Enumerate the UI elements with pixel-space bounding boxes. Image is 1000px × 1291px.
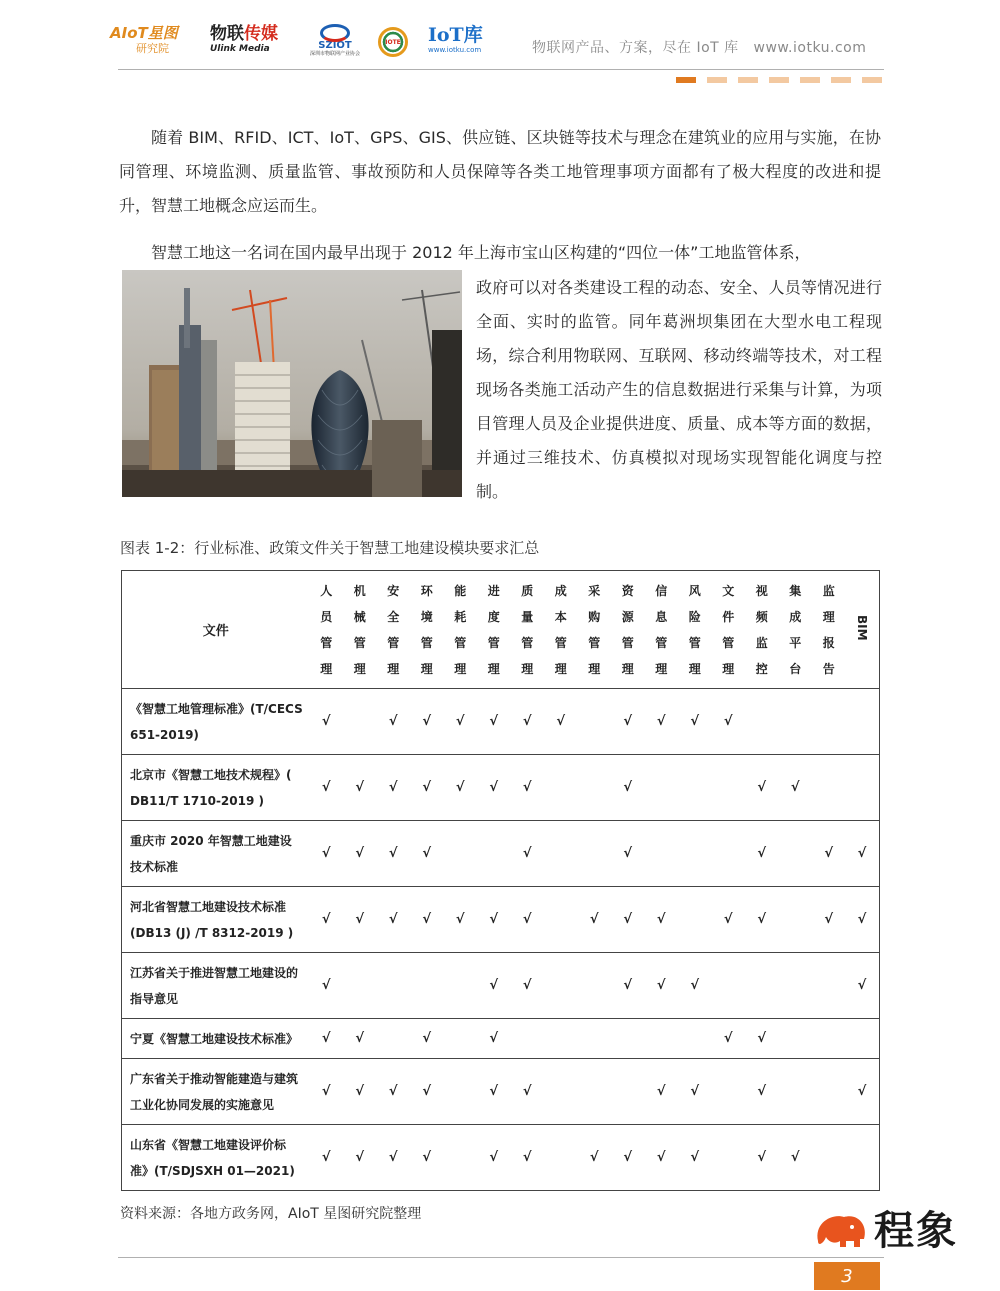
empty-cell	[544, 953, 578, 1019]
check-mark: √	[712, 689, 746, 755]
column-header-bim	[846, 571, 880, 689]
ulink-logo-text-b: 传媒	[244, 24, 278, 44]
check-mark: √	[846, 821, 880, 887]
check-mark: √	[377, 821, 411, 887]
empty-cell	[712, 821, 746, 887]
column-header-char: 理	[387, 661, 400, 676]
check-mark: √	[645, 1125, 679, 1191]
check-mark: √	[343, 1019, 377, 1059]
check-mark: √	[511, 1059, 545, 1125]
empty-cell	[812, 689, 846, 755]
empty-cell	[511, 1019, 545, 1059]
column-header-char: 报	[822, 635, 835, 650]
check-mark: √	[343, 1125, 377, 1191]
aiot-logo-subtext: 研究院	[136, 42, 169, 55]
header-slogan: 物联网产品、方案，尽在 IoT 库 www.iotku.com	[532, 40, 867, 56]
empty-cell	[779, 953, 813, 1019]
check-mark: √	[779, 755, 813, 821]
ulink-logo-text-a: 物联	[210, 24, 244, 44]
empty-cell	[745, 953, 779, 1019]
check-mark: √	[477, 1019, 511, 1059]
check-mark: √	[310, 887, 344, 953]
check-mark: √	[377, 887, 411, 953]
empty-cell	[712, 755, 746, 821]
empty-cell	[410, 953, 444, 1019]
empty-cell	[544, 755, 578, 821]
check-mark: √	[846, 1059, 880, 1125]
check-mark: √	[678, 953, 712, 1019]
empty-cell	[678, 887, 712, 953]
check-mark: √	[477, 953, 511, 1019]
check-mark: √	[678, 1059, 712, 1125]
column-header-char: 件	[722, 609, 735, 624]
column-header-char: 成	[554, 583, 567, 598]
empty-cell	[578, 1059, 612, 1125]
column-header-char: 管	[521, 635, 534, 650]
empty-cell	[645, 1019, 679, 1059]
column-header-char: 监	[755, 635, 768, 650]
column-header-6	[511, 571, 545, 689]
column-header-char: 管	[487, 635, 500, 650]
column-header-char: 安	[387, 583, 400, 598]
sziot-ring-icon	[320, 24, 350, 42]
check-mark: √	[310, 953, 344, 1019]
column-header-char: 理	[353, 661, 366, 676]
table-row	[122, 953, 880, 1019]
check-mark: √	[410, 1059, 444, 1125]
requirements-table	[121, 570, 880, 1191]
sziot-logo	[303, 24, 367, 60]
empty-cell	[544, 887, 578, 953]
check-mark: √	[712, 1019, 746, 1059]
empty-cell	[611, 1019, 645, 1059]
column-header-char: 频	[755, 609, 768, 624]
check-mark: √	[645, 953, 679, 1019]
check-mark: √	[343, 821, 377, 887]
column-header-char: 采	[588, 583, 601, 598]
column-header-char: 人	[320, 583, 333, 598]
column-header-char: 管	[420, 635, 433, 650]
column-header-char: 管	[554, 635, 567, 650]
check-mark: √	[410, 755, 444, 821]
column-header-15	[812, 571, 846, 689]
check-mark: √	[377, 755, 411, 821]
column-header-11	[678, 571, 712, 689]
page-number: 3	[814, 1262, 880, 1290]
column-header-char: 风	[688, 583, 701, 598]
column-header-char: 全	[387, 609, 400, 624]
empty-cell	[846, 1125, 880, 1191]
column-header-char: 境	[420, 609, 433, 624]
check-mark: √	[611, 755, 645, 821]
column-header-9	[611, 571, 645, 689]
check-mark: √	[611, 689, 645, 755]
column-header-char: 理	[655, 661, 668, 676]
check-mark: √	[444, 755, 478, 821]
paragraph-history-wrap: 政府可以对各类建设工程的动态、安全、人员等情况进行全面、实时的监管。同年葛洲坝集团在大型水电工程现场，综合利用物联网、互联网、移动终端等技术，对工程现场各类施工活动产生的信息数据进行采集与计算，为项目管理人员及企业提供进度、质量、成本等方面的数据，并通过三维技术、仿真模拟对现场实现智能化调度与控制。	[476, 278, 882, 501]
column-header-0	[310, 571, 344, 689]
empty-cell	[712, 1125, 746, 1191]
column-header-char: 险	[688, 609, 701, 624]
column-header-char: 理	[521, 661, 534, 676]
column-header-char: 环	[420, 583, 433, 598]
empty-cell	[846, 1019, 880, 1059]
check-mark: √	[477, 689, 511, 755]
column-header-char: 视	[755, 583, 768, 598]
table-row-document: 北京市《智慧工地技术规程》( DB11/T 1710-2019 )	[122, 755, 310, 821]
column-header-char: 员	[320, 609, 333, 624]
column-header-char: 械	[353, 609, 366, 624]
empty-cell	[377, 1019, 411, 1059]
empty-cell	[377, 953, 411, 1019]
empty-cell	[343, 689, 377, 755]
table-row-document: 宁夏《智慧工地建设技术标准》	[122, 1019, 310, 1059]
empty-cell	[812, 953, 846, 1019]
iote-logo	[377, 24, 409, 60]
column-header-char: 息	[655, 609, 668, 624]
check-mark: √	[611, 821, 645, 887]
check-mark: √	[745, 1019, 779, 1059]
check-mark: √	[846, 887, 880, 953]
empty-cell	[578, 689, 612, 755]
column-header-char: 管	[655, 635, 668, 650]
empty-cell	[578, 755, 612, 821]
paragraph-intro: 随着 BIM、RFID、ICT、IoT、GPS、GIS、供应链、区块链等技术与理念在建筑业的应用与实施，在协同管理、环境监测、质量监管、事故预防和人员保障等各类工地管理事项方面都有了极大程度的改进和提升，智慧工地概念应运而生。	[119, 128, 881, 215]
check-mark: √	[846, 953, 880, 1019]
table-caption: 图表 1-2：行业标准、政策文件关于智慧工地建设模块要求汇总	[120, 539, 540, 557]
empty-cell	[444, 953, 478, 1019]
table-row	[122, 1125, 880, 1191]
column-header-char: 理	[688, 661, 701, 676]
column-header-char: 本	[554, 609, 567, 624]
iote-logo-text: IOTE	[378, 27, 408, 57]
column-header-7	[544, 571, 578, 689]
table-row-document: 重庆市 2020 年智慧工地建设技术标准	[122, 821, 310, 887]
empty-cell	[678, 1019, 712, 1059]
empty-cell	[678, 821, 712, 887]
empty-cell	[812, 1059, 846, 1125]
empty-cell	[812, 1019, 846, 1059]
empty-cell	[544, 1019, 578, 1059]
column-header-char: 成	[789, 609, 802, 624]
watermark	[812, 1209, 958, 1253]
check-mark: √	[477, 887, 511, 953]
column-header-char: 信	[655, 583, 668, 598]
sziot-logo-subtext: 深圳市物联网产业协会	[309, 51, 360, 57]
column-header-char: 度	[487, 609, 500, 624]
ulink-logo-text	[210, 24, 278, 44]
column-header-char: 耗	[454, 609, 467, 624]
check-mark: √	[812, 887, 846, 953]
empty-cell	[477, 821, 511, 887]
source-note: 资料来源：各地方政务网，AIoT 星图研究院整理	[120, 1206, 422, 1222]
check-mark: √	[511, 821, 545, 887]
column-header-char: 理	[487, 661, 500, 676]
column-header-char: 监	[822, 583, 835, 598]
table-row	[122, 887, 880, 953]
table-row-document: 江苏省关于推进智慧工地建设的指导意见	[122, 953, 310, 1019]
column-header-char: 量	[521, 609, 534, 624]
table-body	[122, 689, 880, 1191]
empty-cell	[812, 1125, 846, 1191]
column-header-char: 管	[387, 635, 400, 650]
table-row-document: 山东省《智慧工地建设评价标准》(T/SDJSXH 01—2021)	[122, 1125, 310, 1191]
check-mark: √	[578, 1125, 612, 1191]
column-header-char: 管	[320, 635, 333, 650]
empty-cell	[611, 1059, 645, 1125]
check-mark: √	[812, 821, 846, 887]
check-mark: √	[310, 1019, 344, 1059]
check-mark: √	[745, 821, 779, 887]
column-header-char: 质	[521, 583, 534, 598]
check-mark: √	[611, 887, 645, 953]
column-header-char: 源	[621, 609, 634, 624]
iotku-logo-url: www.iotku.com	[428, 46, 482, 54]
empty-cell	[712, 953, 746, 1019]
check-mark: √	[611, 953, 645, 1019]
check-mark: √	[410, 1125, 444, 1191]
empty-cell	[444, 1125, 478, 1191]
column-header-12	[712, 571, 746, 689]
check-mark: √	[745, 1125, 779, 1191]
column-header-2	[377, 571, 411, 689]
table-row	[122, 755, 880, 821]
empty-cell	[678, 755, 712, 821]
column-header-char: 管	[588, 635, 601, 650]
empty-cell	[779, 887, 813, 953]
check-mark: √	[511, 755, 545, 821]
watermark-text: 程象	[874, 1208, 958, 1254]
column-header-char: 购	[588, 609, 601, 624]
column-header-char: 平	[789, 635, 802, 650]
check-mark: √	[477, 755, 511, 821]
empty-cell	[544, 1059, 578, 1125]
empty-cell	[846, 755, 880, 821]
check-mark: √	[645, 1059, 679, 1125]
column-header-char: 机	[353, 583, 366, 598]
check-mark: √	[477, 1125, 511, 1191]
empty-cell	[578, 821, 612, 887]
column-header-char: 文	[722, 583, 735, 598]
check-mark: √	[343, 755, 377, 821]
check-mark: √	[511, 1125, 545, 1191]
column-header-char: 理	[420, 661, 433, 676]
table-row	[122, 821, 880, 887]
column-header-char: 理	[822, 609, 835, 624]
table-row-document: 河北省智慧工地建设技术标准 (DB13 (J) /T 8312-2019 )	[122, 887, 310, 953]
elephant-icon	[812, 1211, 868, 1251]
column-header-13	[745, 571, 779, 689]
column-header-char: 集	[789, 583, 802, 598]
check-mark: √	[444, 887, 478, 953]
iotku-logo	[428, 24, 486, 60]
column-header-char: 理	[588, 661, 601, 676]
check-mark: √	[678, 689, 712, 755]
check-mark: √	[745, 1059, 779, 1125]
empty-cell	[544, 821, 578, 887]
check-mark: √	[611, 1125, 645, 1191]
column-header-char: 管	[722, 635, 735, 650]
footer-divider	[118, 1257, 884, 1258]
column-header-10	[645, 571, 679, 689]
check-mark: √	[645, 689, 679, 755]
empty-cell	[779, 1059, 813, 1125]
check-mark: √	[410, 689, 444, 755]
check-mark: √	[310, 1125, 344, 1191]
aiot-logo	[110, 24, 190, 60]
check-mark: √	[410, 1019, 444, 1059]
column-header-char: 告	[822, 661, 835, 676]
sziot-logo-text: SZIOT	[318, 40, 352, 51]
check-mark: √	[578, 887, 612, 953]
column-header-14	[779, 571, 813, 689]
check-mark: √	[544, 689, 578, 755]
empty-cell	[544, 1125, 578, 1191]
check-mark: √	[343, 887, 377, 953]
column-header-3	[410, 571, 444, 689]
table-header-row	[122, 571, 880, 689]
column-header-char: 理	[320, 661, 333, 676]
empty-cell	[779, 1019, 813, 1059]
empty-cell	[645, 755, 679, 821]
check-mark: √	[745, 887, 779, 953]
iotku-logo-text: IoT库	[428, 24, 483, 46]
empty-cell	[444, 821, 478, 887]
header-dash-decoration	[676, 77, 882, 83]
check-mark: √	[511, 953, 545, 1019]
column-header-1	[343, 571, 377, 689]
table-row-document: 《智慧工地管理标准》(T/CECS 651-2019)	[122, 689, 310, 755]
table-row	[122, 1019, 880, 1059]
empty-cell	[444, 1019, 478, 1059]
check-mark: √	[377, 689, 411, 755]
ulink-logo-subtext: Ulink Media	[210, 44, 270, 54]
column-header-char: 理	[454, 661, 467, 676]
column-header-char: 进	[487, 583, 500, 598]
check-mark: √	[477, 1059, 511, 1125]
column-header-5	[477, 571, 511, 689]
check-mark: √	[310, 1059, 344, 1125]
empty-cell	[779, 689, 813, 755]
column-header-char: 管	[454, 635, 467, 650]
column-header-bim-text: BIM	[855, 615, 869, 641]
column-header-char: 理	[554, 661, 567, 676]
paragraph-history-first-line: 智慧工地这一名词在国内最早出现于 2012 年上海市宝山区构建的“四位一体”工地监管体系，	[151, 243, 811, 262]
column-header-char: 理	[621, 661, 634, 676]
column-header-char: 管	[353, 635, 366, 650]
column-header-document: 文件	[202, 624, 229, 639]
column-header-char: 资	[621, 583, 634, 598]
empty-cell	[846, 689, 880, 755]
check-mark: √	[444, 689, 478, 755]
column-header-char: 管	[621, 635, 634, 650]
empty-cell	[779, 821, 813, 887]
empty-cell	[812, 755, 846, 821]
check-mark: √	[745, 755, 779, 821]
check-mark: √	[410, 887, 444, 953]
check-mark: √	[377, 1125, 411, 1191]
empty-cell	[745, 689, 779, 755]
empty-cell	[343, 953, 377, 1019]
check-mark: √	[310, 689, 344, 755]
check-mark: √	[310, 821, 344, 887]
column-header-4	[444, 571, 478, 689]
check-mark: √	[645, 887, 679, 953]
column-header-char: 控	[755, 661, 768, 676]
table-row	[122, 1059, 880, 1125]
column-header-char: 管	[688, 635, 701, 650]
check-mark: √	[511, 887, 545, 953]
check-mark: √	[377, 1059, 411, 1125]
empty-cell	[578, 1019, 612, 1059]
check-mark: √	[712, 887, 746, 953]
column-header-8	[578, 571, 612, 689]
check-mark: √	[779, 1125, 813, 1191]
empty-cell	[712, 1059, 746, 1125]
check-mark: √	[511, 689, 545, 755]
city-skyline-photo	[122, 270, 462, 497]
check-mark: √	[310, 755, 344, 821]
empty-cell	[444, 1059, 478, 1125]
ulink-media-logo	[210, 24, 288, 60]
empty-cell	[645, 821, 679, 887]
column-header-char: 台	[789, 661, 802, 676]
table-row-document: 广东省关于推动智能建造与建筑工业化协同发展的实施意见	[122, 1059, 310, 1125]
aiot-logo-text: AIoT星图	[110, 24, 178, 42]
check-mark: √	[678, 1125, 712, 1191]
column-header-char: 能	[454, 583, 467, 598]
check-mark: √	[343, 1059, 377, 1125]
empty-cell	[578, 953, 612, 1019]
table-row	[122, 689, 880, 755]
header-divider	[118, 69, 884, 70]
check-mark: √	[410, 821, 444, 887]
column-header-char: 理	[722, 661, 735, 676]
